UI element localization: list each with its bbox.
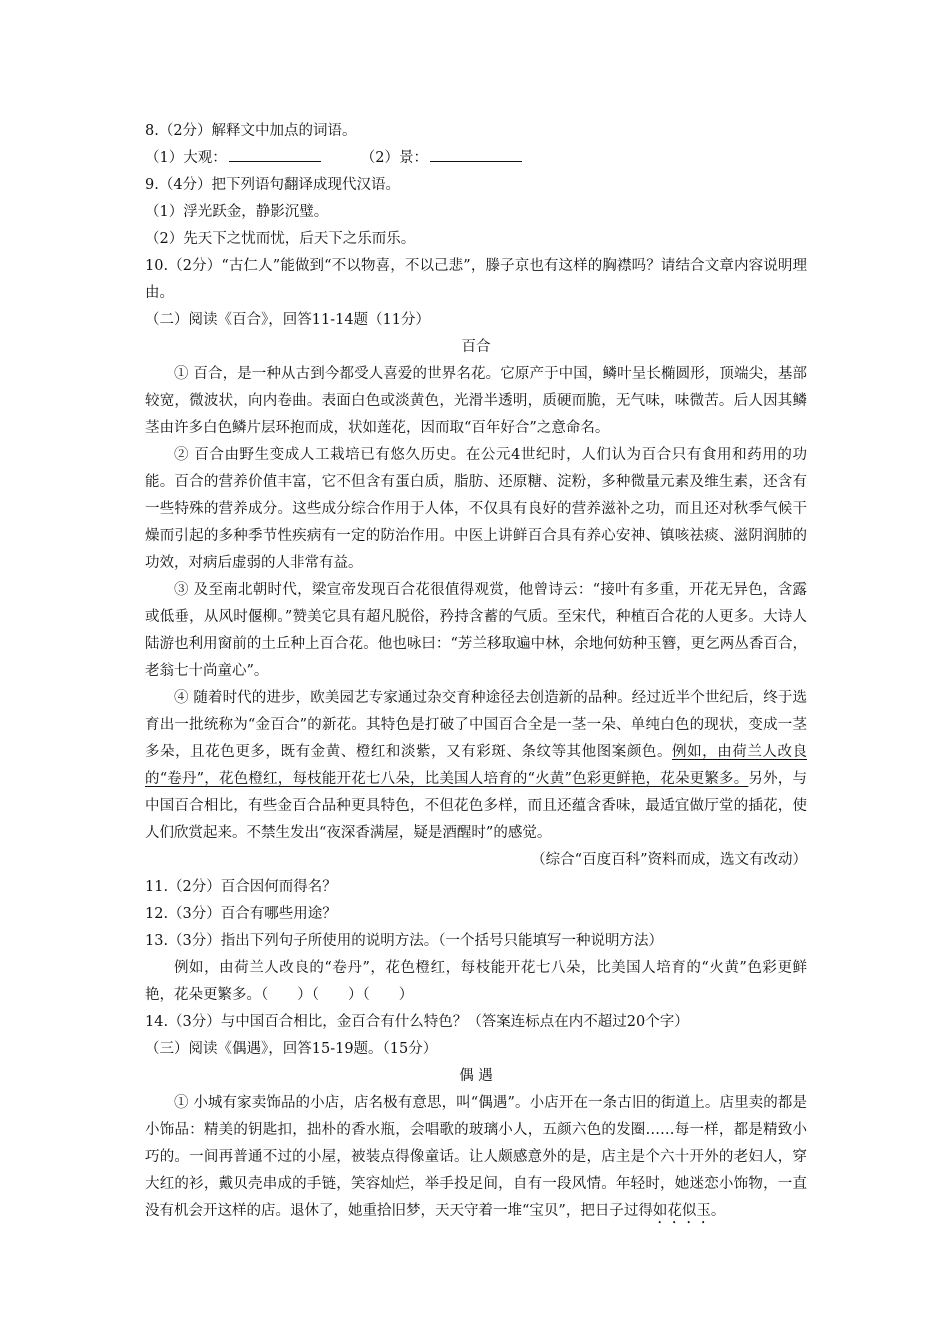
question-8-item-2-label: （2）景：: [360, 150, 428, 166]
question-9-stem: 9.（4分）把下列语句翻译成现代汉语。: [145, 177, 401, 193]
passage-3-title: 偶 遇: [459, 1068, 493, 1084]
underlined-sentence: 例如，由荷兰人改良的“卷丹”，花色橙红，每枝能开花七八朵，比美国人培育的“火黄”色彩更鲜艳，花朵更繁多。: [145, 744, 808, 787]
section-3-heading: （三）阅读《偶遇》，回答15-19题。（15分）: [145, 1041, 438, 1057]
question-8-item-1-label: （1）大观：: [145, 150, 227, 166]
passage-2-paragraph-4: [145, 685, 807, 847]
question-10-stem: 10.（2分）“古仁人”能做到“不以物喜，不以己悲”，滕子京也有这样的胸襟吗？请结合文章内容说明理由。: [145, 258, 807, 301]
passage-2-paragraph-3: ③ 及至南北朝时代，梁宣帝发现百合花很值得观赏，他曾诗云：“接叶有多重，开花无异色，含露或低垂，从风时偃柳。”赞美它具有超凡脱俗，矜持含蓄的气质。至宋代，种植百合花的人更多。大诗人陆游也利用窗前的土丘种上百合花。他也咏曰：“芳兰移取遍中林，余地何妨种玉簪，更乞两丛香百合，老翁七十尚童心”。: [145, 582, 807, 679]
question-9-item-2: （2）先天下之忧而忧，后天下之乐而乐。: [145, 231, 416, 247]
passage-3-paragraph-1: [145, 1090, 807, 1227]
paragraph-4-text-before: ④ 随着时代的进步，欧美园艺专家通过杂交育种途径去创造新的品种。经过近半个世纪后，终于选育出一批统称为“金百合”的新花。其特色是打破了中国百合全是一茎一朵、单纯白色的现状，变成一茎多朵，且花色更多，既有金黄、橙红和淡紫，又有彩斑、条纹等其他图案颜色。: [145, 690, 807, 760]
question-14-stem: 14.（3分）与中国百合相比，金百合有什么特色？（答案连标点在内不超过20个字）: [145, 1014, 689, 1030]
passage-2-paragraph-2: ② 百合由野生变成人工栽培已有悠久历史。在公元4世纪时，人们认为百合只有食用和药用的功能。百合的营养价值丰富，它不但含有蛋白质，脂肪、还原糖、淀粉，多种微量元素及维生素，还含有一些特殊的营养成分。这些成分综合作用于人体，不仅具有良好的营养滋补之功，而且还对秋季气候干燥而引起的多种季节性疾病有一定的防治作用。中医上讲鲜百合具有养心安神、镇咳祛痰、滋阴润肺的功效，对病后虚弱的人非常有益。: [145, 447, 807, 571]
passage-3-text-after: 。: [710, 1203, 726, 1219]
question-8-stem: 8.（2分）解释文中加点的词语。: [145, 123, 357, 139]
answer-blank-2[interactable]: [430, 146, 522, 162]
question-11-stem: 11.（2分）百合因何而得名？: [145, 879, 337, 895]
question-9-item-1: （1）浮光跃金，静影沉璧。: [145, 204, 329, 220]
question-13-stem: 13.（3分）指出下列句子所使用的说明方法。（一个括号只能填写一种说明方法）: [145, 933, 664, 949]
page-content: [145, 118, 807, 1227]
paragraph-4-text-after: 另外，与中国百合相比，有些金百合品种更具特色，不但花色多样，而且还蕴含香味，最适宜做厅堂的插花，使人们欣赏起来。不禁生发出“夜深香满屋，疑是酒醒时”的感觉。: [145, 771, 807, 841]
answer-blank-1[interactable]: [229, 146, 321, 162]
passage-2-source: （综合“百度百科”资料而成，选文有改动）: [531, 852, 807, 868]
question-13-sentence: 例如，由荷兰人改良的“卷丹”，花色橙红，每枝能开花七八朵，比美国人培育的“火黄”色彩更鲜艳，花朵更繁多。（ ）（ ）（ ）: [145, 960, 807, 1003]
dotted-emphasis-word: 如花似玉: [652, 1203, 711, 1219]
section-2-heading: （二）阅读《百合》，回答11-14题（11分）: [145, 312, 430, 328]
question-8-items: [145, 145, 807, 172]
passage-2-paragraph-1: ① 百合，是一种从古到今都受人喜爱的世界名花。它原产于中国，鳞叶呈长椭圆形，顶端尖，基部较宽，微波状，向内卷曲。表面白色或淡黄色，光滑半透明，质硬而脆，无气味，味微苦。后人因其鳞茎由许多白色鳞片层环抱而成，状如莲花，因而取“百年好合”之意命名。: [145, 366, 807, 436]
passage-2-title: 百合: [461, 339, 491, 355]
passage-3-text-before: ① 小城有家卖饰品的小店，店名极有意思，叫“偶遇”。小店开在一条古旧的街道上。店里卖的都是小饰品：精美的钥匙扣，拙朴的香水瓶，会唱歌的玻璃小人，五颜六色的发圈……每一样，都是精致小巧的。一间再普通不过的小屋，被装点得像童话。让人颇感意外的是，店主是个六十开外的老妇人，穿大红的衫，戴贝壳串成的手链，笑容灿烂，举手投足间，自有一段风情。年轻时，她迷恋小饰物，一直没有机会开这样的店。退休了，她重拾旧梦，天天守着一堆“宝贝”，把日子过得: [145, 1095, 807, 1219]
question-12-stem: 12.（3分）百合有哪些用途？: [145, 906, 337, 922]
